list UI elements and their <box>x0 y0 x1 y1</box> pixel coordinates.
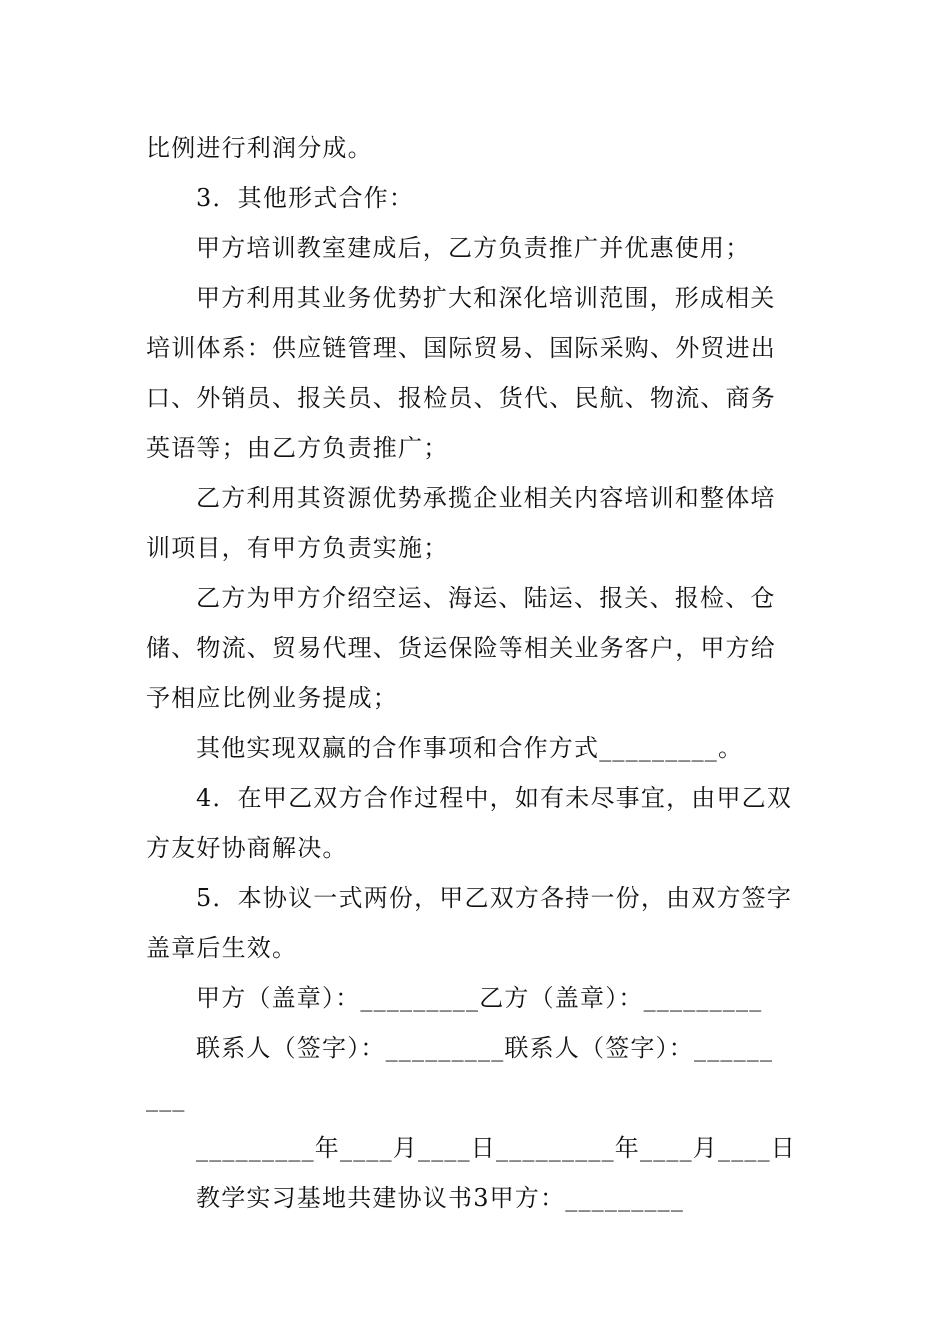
text-line: 口、外销员、报关员、报检员、货代、民航、物流、商务 <box>146 384 776 412</box>
text-line: 储、物流、贸易代理、货运保险等相关业务客户，甲方给 <box>146 634 776 662</box>
text-line: 比例进行利润分成。 <box>146 134 373 162</box>
date-line: _________年____月____日_________年____月____日 <box>196 1134 796 1162</box>
signature-line-contact: 联系人（签字）：_________联系人（签字）：______ <box>196 1034 774 1062</box>
text-line: 乙方为甲方介绍空运、海运、陆运、报关、报检、仓 <box>196 584 776 612</box>
text-line: 教学实习基地共建协议书3甲方：_________ <box>196 1184 685 1212</box>
text-line: 乙方利用其资源优势承揽企业相关内容培训和整体培 <box>196 484 776 512</box>
text-line: 予相应比例业务提成； <box>146 684 398 712</box>
text-line: 方友好协商解决。 <box>146 834 348 862</box>
text-line: 4．在甲乙双方合作过程中，如有未尽事宜，由甲乙双 <box>196 784 793 812</box>
signature-line-seal: 甲方（盖章）：_________乙方（盖章）：_________ <box>196 984 763 1012</box>
text-line: 英语等；由乙方负责推广； <box>146 434 449 462</box>
text-line: 盖章后生效。 <box>146 934 298 962</box>
text-line: 5．本协议一式两份，甲乙双方各持一份，由双方签字 <box>196 884 793 912</box>
text-line: 3．其他形式合作： <box>196 184 415 212</box>
text-line: 甲方利用其业务优势扩大和深化培训范围，形成相关 <box>196 284 776 312</box>
text-line: 其他实现双赢的合作事项和合作方式_________。 <box>196 734 744 762</box>
text-line: 甲方培训教室建成后，乙方负责推广并优惠使用； <box>196 234 751 262</box>
text-line: 训项目，有甲方负责实施； <box>146 534 449 562</box>
text-line: 培训体系：供应链管理、国际贸易、国际采购、外贸进出 <box>146 334 776 362</box>
signature-line-contact-cont: ___ <box>146 1084 186 1112</box>
